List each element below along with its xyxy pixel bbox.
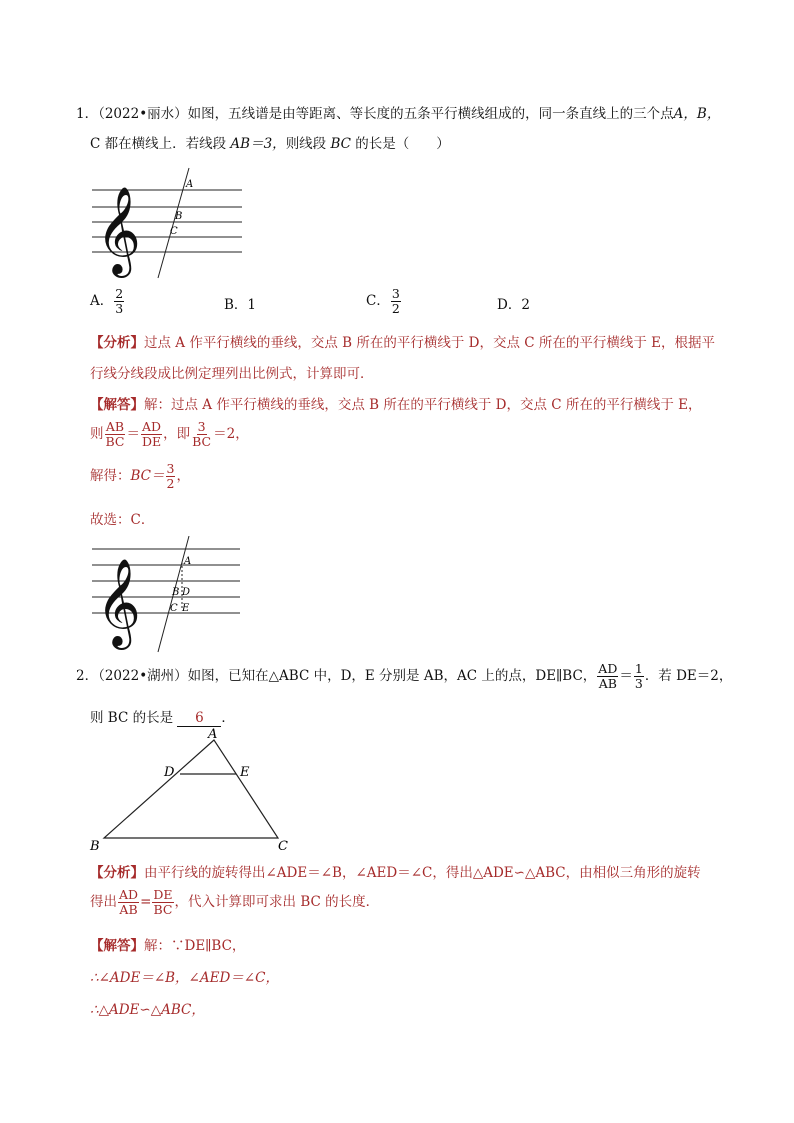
q1-answer-then: 则 [90, 426, 104, 442]
q1-stem-text2b: 则线段 [285, 136, 327, 152]
frac-den: 2 [166, 476, 175, 491]
q1-stem-line1 [76, 102, 720, 122]
frac-den: DE [141, 434, 162, 449]
frac-num: AB [105, 419, 125, 434]
q2-answer-blank: 6 [177, 710, 221, 727]
q1-answer-line2 [90, 420, 249, 449]
q2-stem-text: 2．（2022•湖州）如图，已知在△ABC 中，D，E 分别是 AB，AC 上的点，DE∥BC， [76, 668, 597, 684]
q1-stem-text2c: 的长是（ ） [355, 136, 450, 152]
q1-stem-line2 [90, 132, 450, 152]
q1-fig2-label-b: B [172, 587, 180, 598]
q2-fig-label-c: C [278, 839, 288, 854]
fraction-ad-ab [597, 662, 618, 691]
q1-answer-comma: ， [176, 468, 190, 484]
q2-answer-text3: ∴△ADE∽△ABC， [90, 1002, 205, 1018]
frac-num: 3 [166, 461, 175, 476]
q2-answer-text2: ∴∠ADE＝∠B，∠AED＝∠C， [90, 970, 279, 986]
q1-analysis-text2: 行线分线段成比例定理列出比例式，计算即可． [90, 366, 374, 382]
q1-stem-text: 1．（2022•丽水）如图，五线谱是由等距离、等长度的五条平行横线组成的，同一条直线上的三个点 [76, 106, 674, 122]
q2-analysis-text1: 由平行线的旋转得出∠ADE＝∠B，∠AED＝∠C，得出△ADE∽△ABC，由相似三角形的旋转 [144, 865, 701, 881]
q1-answer-tag: 【解答】 [90, 397, 144, 413]
frac-den: AB [598, 676, 617, 691]
q1-option-c-label: C． [366, 293, 390, 309]
frac-num: 3 [197, 419, 206, 434]
q1-answer-text1: 解：过点 A 作平行横线的垂线，交点 B 所在的平行横线于 D，交点 C 所在的平行横线于 E， [144, 397, 702, 413]
frac-den: 2 [391, 301, 400, 316]
q1-answer-line1 [90, 393, 702, 413]
frac-den: 3 [634, 676, 643, 691]
q2-answer-tag: 【解答】 [90, 938, 144, 954]
frac-num: AD [142, 419, 162, 434]
q2-stem-end: ．若 DE＝2， [644, 668, 733, 684]
q2-triangle-figure [86, 726, 298, 854]
q2-stem-line2 [90, 706, 235, 727]
q2-fig-label-b: B [90, 839, 100, 854]
q2-stem-period: ． [221, 710, 235, 726]
q1-option-a [90, 287, 125, 316]
fraction-ad-ab-2 [118, 888, 139, 917]
q2-analysis-line2 [90, 888, 379, 917]
frac-num: AD [598, 661, 618, 676]
q1-analysis-line1 [90, 331, 715, 351]
q2-analysis-line1 [90, 861, 701, 881]
q2-answer-text1: 解：∵DE∥BC， [144, 938, 246, 954]
q1-answer-choice: 故选：C． [90, 512, 155, 528]
q2-answer-line2 [90, 966, 279, 986]
frac-num: 1 [634, 661, 643, 676]
fraction-1-3 [634, 662, 644, 691]
q2-fig-label-a: A [208, 727, 218, 742]
q2-analysis-tag: 【分析】 [90, 865, 144, 881]
q1-answer-ie: ，即 [163, 426, 191, 442]
equals-sign: = [140, 894, 152, 910]
q1-fig-label-b: B [175, 211, 183, 222]
q1-answer-solve: 解得： [90, 468, 131, 484]
q1-analysis-tag: 【分析】 [90, 335, 144, 351]
q1-fig2-label-d: D [182, 587, 191, 598]
q1-option-b-label: B．1 [224, 297, 257, 313]
q1-option-c [366, 287, 402, 316]
q1-option-c-fraction [391, 287, 401, 316]
q1-fig2-label-e: E [182, 603, 190, 614]
q2-analysis-end: ，代入计算即可求出 BC 的长度． [174, 894, 380, 910]
frac-den: BC [153, 902, 173, 917]
treble-clef-icon: 𝄞 [96, 185, 141, 274]
q2-stem-prefix: 则 BC 的长是 [90, 710, 174, 726]
frac-num: AD [119, 887, 139, 902]
q1-answer-eq2: ＝2， [213, 426, 249, 442]
q1-option-a-fraction [114, 287, 124, 316]
q1-staff-figure [90, 164, 246, 282]
equals-sign: ＝ [126, 426, 140, 442]
fraction-3-bc [191, 420, 212, 449]
frac-num: DE [153, 887, 173, 902]
q1-ab-value: AB＝3， [230, 136, 286, 152]
fraction-de-bc [152, 888, 173, 917]
q1-bc: BC [330, 136, 351, 152]
q2-answer-line1 [90, 934, 245, 954]
frac-den: AB [119, 902, 138, 917]
q2-fig-label-d: D [164, 765, 175, 780]
q1-option-a-label: A． [90, 293, 114, 309]
q1-fig-label-c: C [170, 226, 178, 237]
q2-answer-line3 [90, 998, 205, 1018]
q1-option-d [497, 293, 530, 313]
q1-option-d-label: D．2 [497, 297, 530, 313]
q1-fig2-label-a: A [184, 556, 192, 567]
q2-stem-line1 [76, 662, 732, 691]
fraction-3-2 [166, 462, 176, 491]
q1-answer-bc: BC＝ [130, 468, 165, 484]
q1-stem-text2a: C 都在横线上．若线段 [90, 136, 227, 152]
q1-fig-label-a: A [186, 179, 194, 190]
q2-analysis-prefix: 得出 [90, 894, 117, 910]
frac-num: 2 [115, 286, 124, 301]
treble-clef-icon: 𝄞 [96, 557, 141, 646]
q1-option-b [224, 293, 256, 313]
q1-analysis-line2 [90, 362, 374, 382]
q1-solution-figure [90, 536, 246, 654]
frac-den: BC [192, 434, 212, 449]
frac-den: BC [105, 434, 125, 449]
q1-analysis-text1: 过点 A 作平行横线的垂线，交点 B 所在的平行横线于 D，交点 C 所在的平行横线于 E，根据平 [144, 335, 716, 351]
equals-sign: ＝ [619, 668, 633, 684]
frac-den: 3 [115, 301, 124, 316]
q1-answer-line3 [90, 462, 190, 491]
frac-num: 3 [391, 286, 400, 301]
q1-fig2-label-c: C [170, 603, 178, 614]
fraction-ab-bc [105, 420, 126, 449]
q1-answer-line4 [90, 508, 154, 528]
q1-stem-points: A，B， [673, 106, 721, 122]
q2-fig-label-e: E [240, 765, 250, 780]
fraction-ad-de [141, 420, 162, 449]
